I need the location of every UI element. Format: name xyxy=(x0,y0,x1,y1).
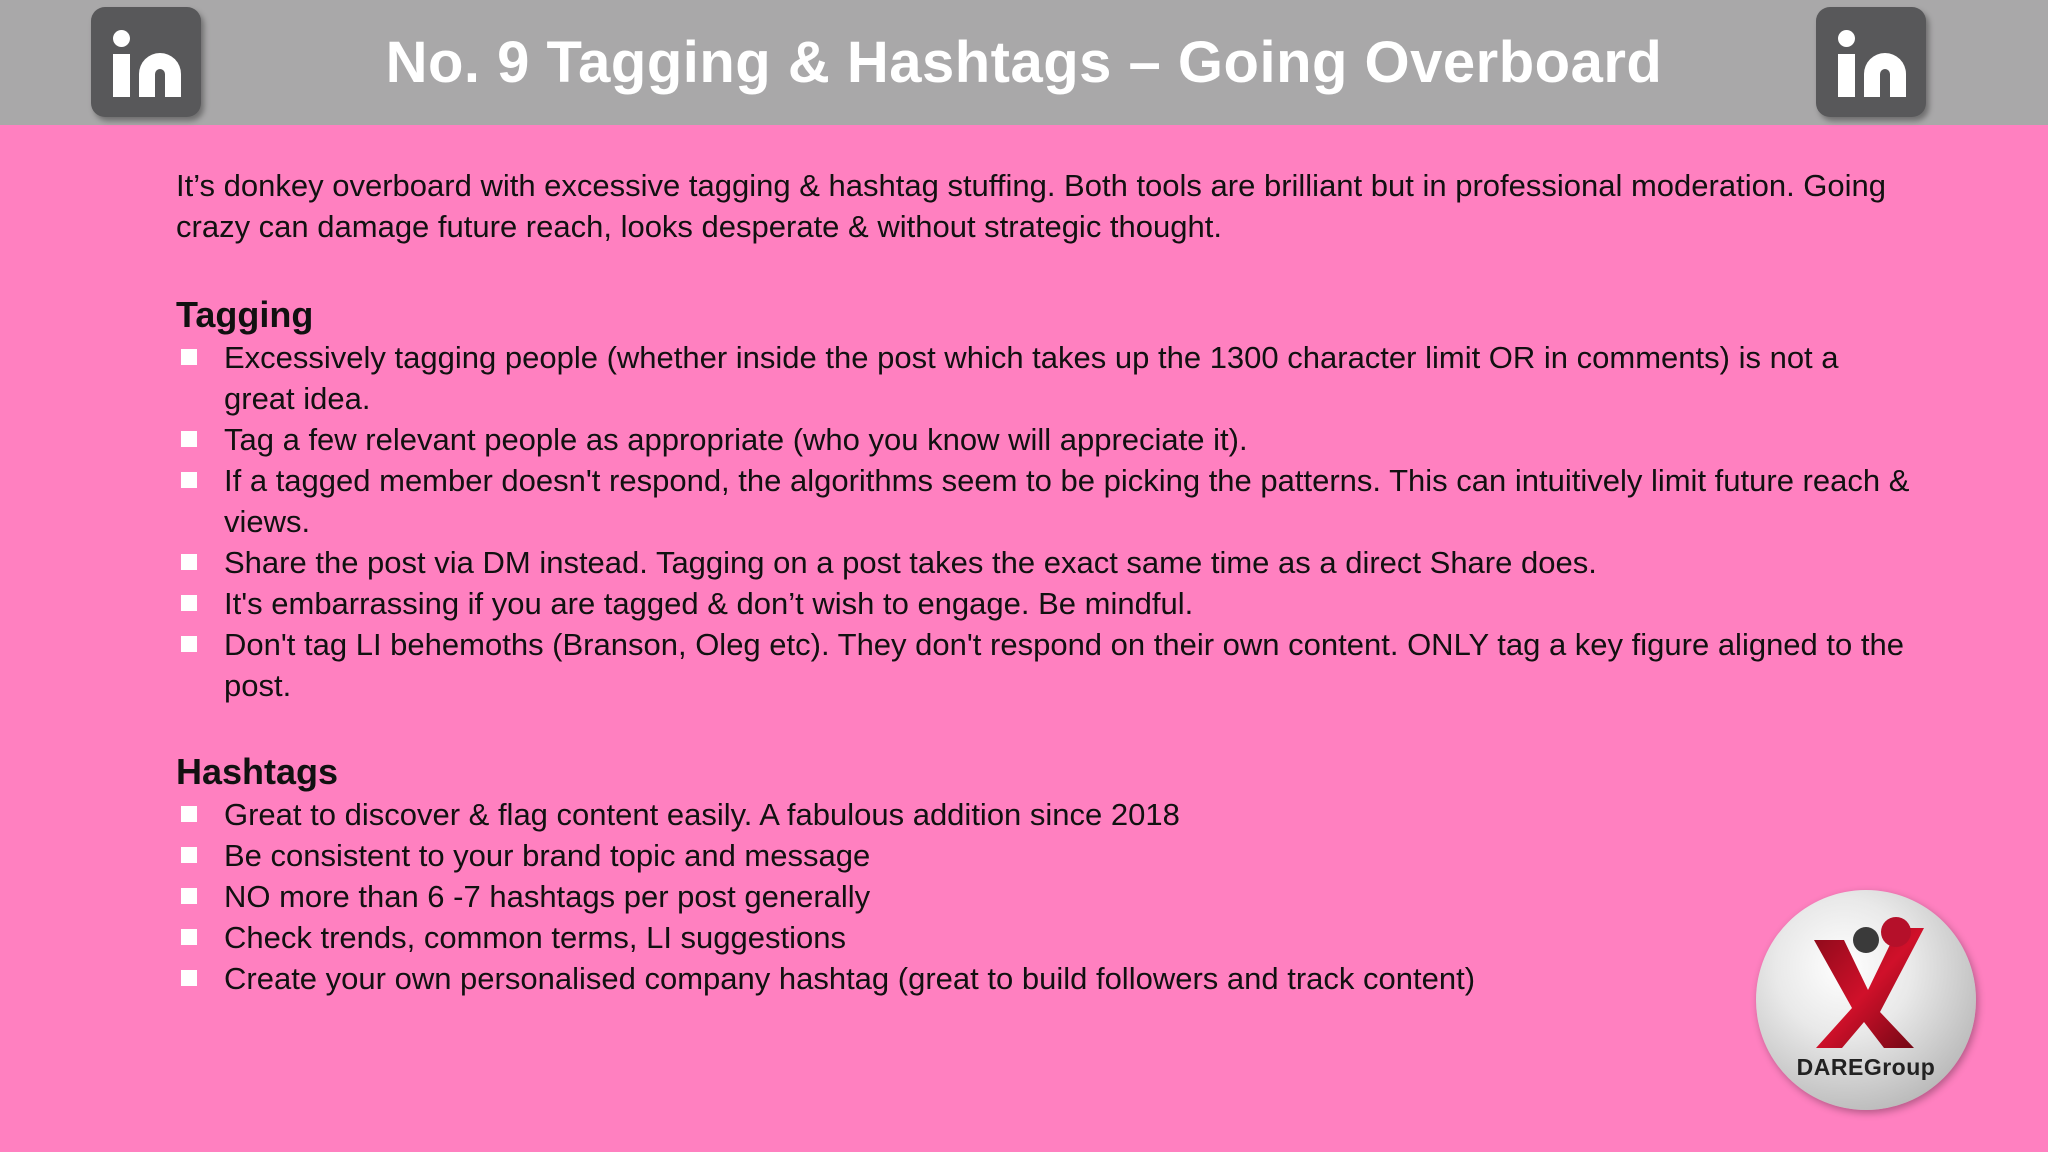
hashtags-list xyxy=(176,794,1916,999)
square-bullet-icon xyxy=(181,806,197,822)
tagging-heading: Tagging xyxy=(176,294,314,335)
list-item: Create your own personalised company hashtag (great to build followers and track content) xyxy=(176,958,1916,999)
square-bullet-icon xyxy=(181,431,197,447)
intro-paragraph: It’s donkey overboard with excessive tagging & hashtag stuffing. Both tools are brilliant but in professional moderation. Going crazy can damage future reach, looks desperate & without strategic thought. xyxy=(176,168,1887,244)
square-bullet-icon xyxy=(181,929,197,945)
slide-content xyxy=(176,165,1916,999)
square-bullet-icon xyxy=(181,636,197,652)
list-item: Excessively tagging people (whether inside the post which takes up the 1300 character limit OR in comments) is not a great idea. xyxy=(176,337,1916,419)
tagging-list xyxy=(176,337,1916,706)
square-bullet-icon xyxy=(181,595,197,611)
list-item: Don't tag LI behemoths (Branson, Oleg etc). They don't respond on their own content. ONLY tag a key figure aligned to the post. xyxy=(176,624,1916,706)
hashtags-heading: Hashtags xyxy=(176,751,339,792)
list-item: It's embarrassing if you are tagged & don’t wish to engage. Be mindful. xyxy=(176,583,1916,624)
linkedin-icon xyxy=(1816,7,1926,117)
list-item: Great to discover & flag content easily. A fabulous addition since 2018 xyxy=(176,794,1916,835)
list-item: Share the post via DM instead. Tagging on a post takes the exact same time as a direct Share does. xyxy=(176,542,1916,583)
page-title: No. 9 Tagging & Hashtags – Going Overboard xyxy=(385,30,1663,95)
daregroup-wordmark: DAREGroup xyxy=(1796,1054,1936,1080)
list-item: Check trends, common terms, LI suggestions xyxy=(176,917,1916,958)
list-item: NO more than 6 -7 hashtags per post generally xyxy=(176,876,1916,917)
square-bullet-icon xyxy=(181,970,197,986)
daregroup-logo xyxy=(1756,890,1976,1110)
square-bullet-icon xyxy=(181,349,197,365)
square-bullet-icon xyxy=(181,847,197,863)
list-item: If a tagged member doesn't respond, the algorithms seem to be picking the patterns. This can intuitively limit future reach & views. xyxy=(176,460,1916,542)
square-bullet-icon xyxy=(181,888,197,904)
square-bullet-icon xyxy=(181,472,197,488)
square-bullet-icon xyxy=(181,554,197,570)
list-item: Tag a few relevant people as appropriate (who you know will appreciate it). xyxy=(176,419,1916,460)
list-item: Be consistent to your brand topic and message xyxy=(176,835,1916,876)
header-bar xyxy=(0,0,2048,125)
